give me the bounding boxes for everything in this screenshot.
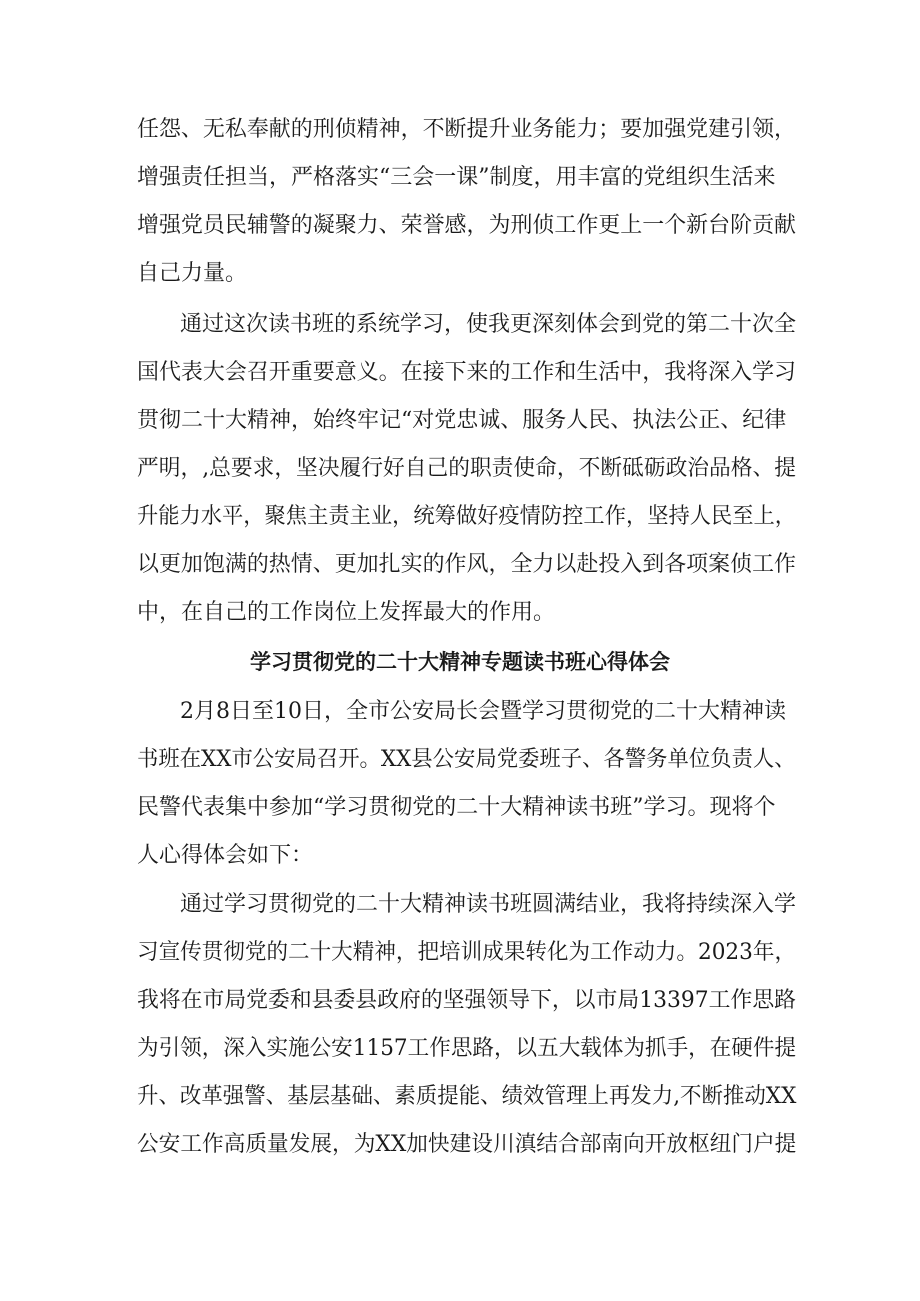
text-line: 2月8日至10日，全市公安局长会暨学习贯彻党的二十大精神读 xyxy=(180,699,786,724)
text-line: 贯彻二十大精神，始终牢记“对党忠诚、服务人民、执法公正、纪律 xyxy=(137,408,787,433)
text-line: 通过学习贯彻党的二十大精神读书班圆满结业，我将持续深入学 xyxy=(180,892,797,917)
text-line: 为引领，深入实施公安1157工作思路，以五大载体为抓手，在硬件提 xyxy=(137,1036,797,1061)
text-line: 书班在XX市公安局召开。XX县公安局党委班子、各警务单位负责人、 xyxy=(137,747,796,772)
text-line: 民警代表集中参加“学习贯彻党的二十大精神读书班”学习。现将个 xyxy=(137,795,776,820)
text-line: 升、改革强警、基层基础、素质提能、绩效管理上再发力,不断推动XX xyxy=(137,1084,797,1109)
text-line: 国代表大会召开重要意义。在接下来的工作和生活中，我将深入学习 xyxy=(137,360,797,385)
text-line: 任怨、无私奉献的刑侦精神，不断提升业务能力；要加强党建引领， xyxy=(137,117,797,142)
text-line: 通过这次读书班的系统学习，使我更深刻体会到党的第二十次全 xyxy=(180,312,797,337)
section-heading: 学习贯彻党的二十大精神专题读书班心得体会 xyxy=(250,650,670,674)
text-line: 人心得体会如下： xyxy=(137,843,314,868)
text-line: 增强责任担当，严格落实“三会一课”制度，用丰富的党组织生活来 xyxy=(137,165,776,190)
text-line: 升能力水平，聚焦主责主业，统筹做好疫情防控工作，坚持人民至上， xyxy=(137,504,797,529)
text-line: 增强党员民辅警的凝聚力、荣誉感，为刑侦工作更上一个新台阶贡献 xyxy=(137,213,797,238)
text-line: 我将在市局党委和县委县政府的坚强领导下，以市局13397工作思路 xyxy=(137,988,797,1013)
text-line: 严明，,总要求，坚决履行好自己的职责使命，不断砥砺政治品格、提 xyxy=(137,456,796,481)
text-line: 中，在自己的工作岗位上发挥最大的作用。 xyxy=(137,600,556,625)
text-line: 自己力量。 xyxy=(137,261,248,286)
text-line: 以更加饱满的热情、更加扎实的作风，全力以赴投入到各项案侦工作 xyxy=(137,552,797,577)
text-line: 公安工作高质量发展，为XX加快建设川滇结合部南向开放枢纽门户提 xyxy=(137,1132,797,1157)
text-line: 习宣传贯彻党的二十大精神，把培训成果转化为工作动力。2023年， xyxy=(137,940,797,965)
